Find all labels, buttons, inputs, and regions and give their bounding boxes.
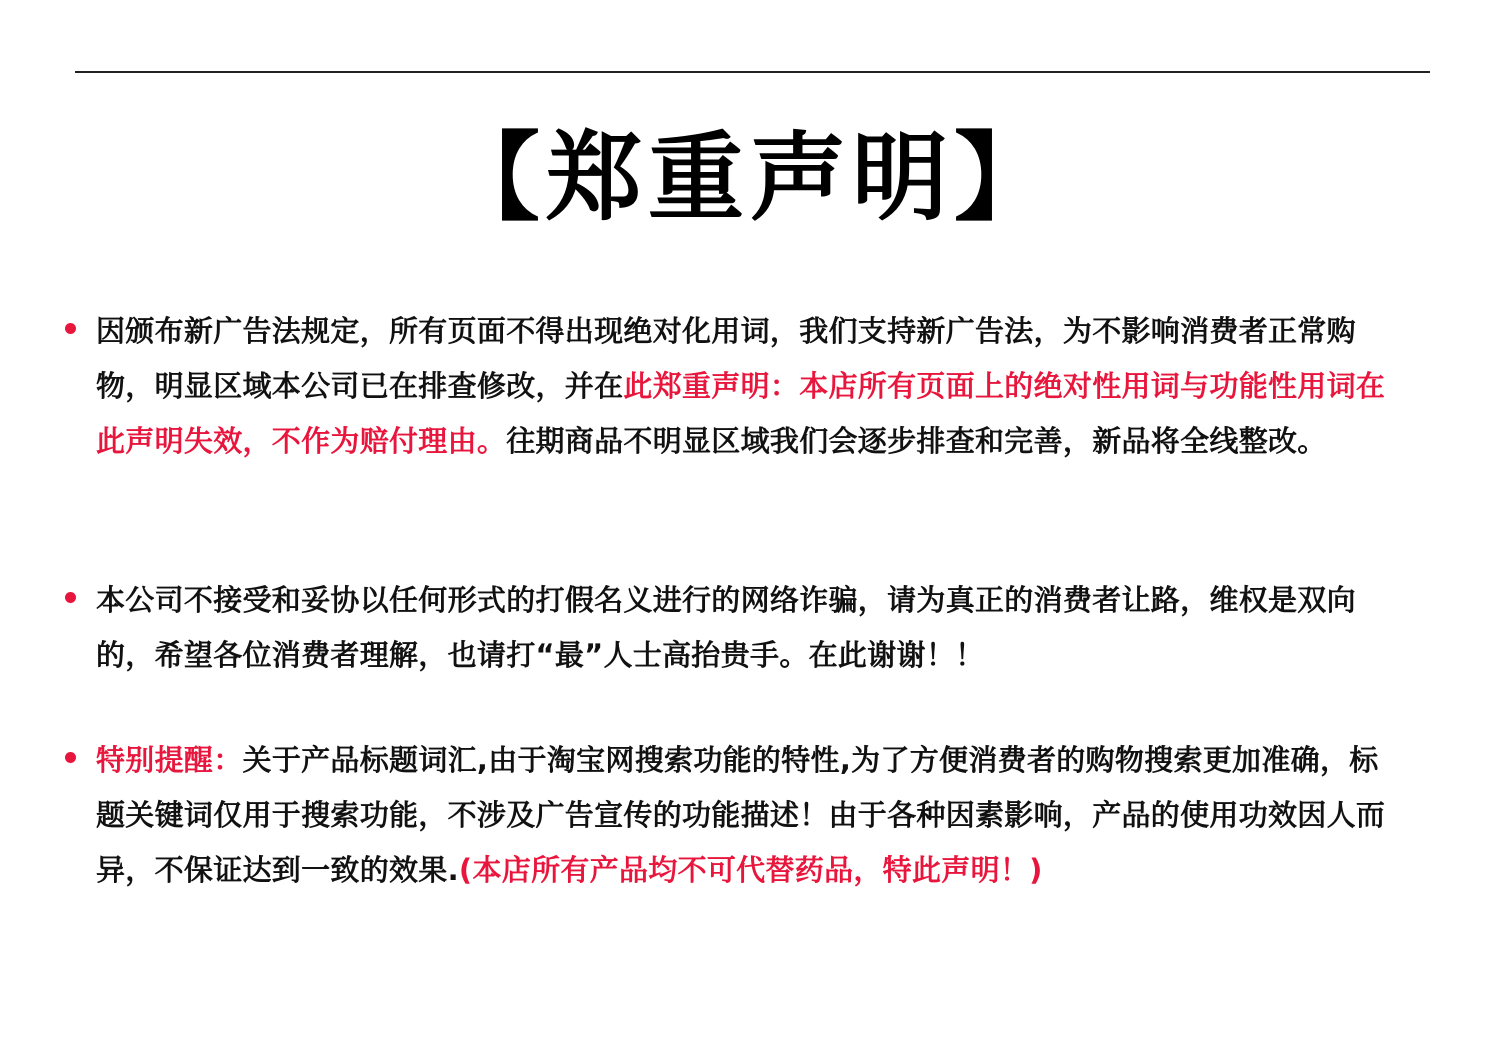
notice-paragraph (96, 573, 1405, 683)
bullet-dot-icon (65, 323, 76, 334)
special-reminder-label: 特别提醒： (96, 743, 243, 777)
notice-paragraph (96, 733, 1405, 898)
notice-section-special-reminder (65, 733, 1405, 898)
paragraph-text: 关于产品标题词汇,由于淘宝网搜索功能的特性,为了方便消费者的购物搜索更加准确，标题关键词仅用于搜索功能，不涉及广告宣传的功能描述！由于各种因素影响，产品的使用功效因人而异，不保证达到一致的效果. (96, 743, 1386, 887)
notice-section-advertising-law (65, 304, 1405, 469)
notice-section-anti-fraud (65, 573, 1405, 683)
bullet-dot-icon (65, 752, 76, 763)
paragraph-text-continued: 往期商品不明显区域我们会逐步排查和完善，新品将全线整改。 (506, 424, 1327, 458)
top-divider (75, 71, 1430, 73)
notice-paragraph (96, 304, 1405, 469)
page-title: 【郑重声明】 (444, 121, 1056, 234)
bullet-dot-icon (65, 592, 76, 603)
paragraph-text: 因颁布新广告法规定，所有页面不得出现绝对化用词，我们支持新广告法，为不影响消费者正常购物，明显区域本公司已在排查修改，并在 (96, 314, 1356, 403)
highlight-medicine-disclaimer: (本店所有产品均不可代替药品，特此声明！) (458, 853, 1043, 887)
highlight-declaration: 此郑重声明：本店所有页面上的绝对性用词与功能性用词在此声明失效，不作为赔付理由。 (96, 369, 1386, 458)
paragraph-text: 本公司不接受和妥协以任何形式的打假名义进行的网络诈骗，请为真正的消费者让路，维权是双向的，希望各位消费者理解，也请打“最”人士高抬贵手。在此谢谢！！ (96, 583, 1356, 672)
